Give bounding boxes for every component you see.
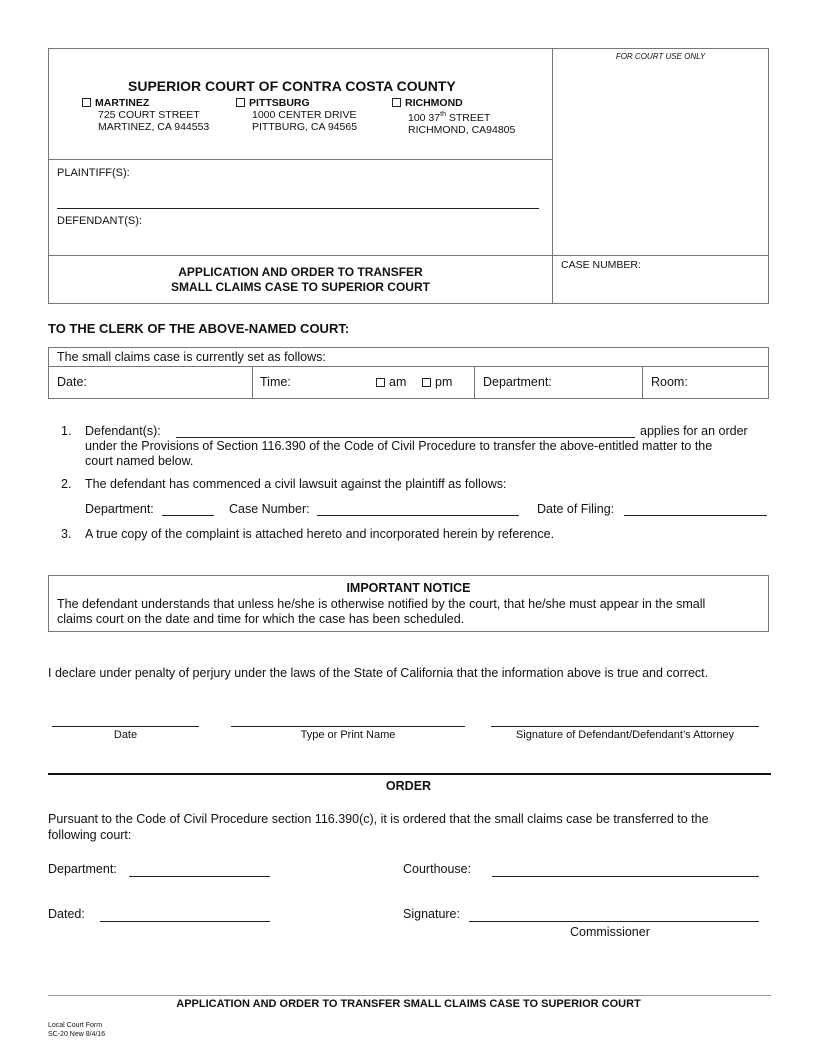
item2-text: The defendant has commenced a civil lawsuit against the plaintiff as follows:	[85, 477, 507, 491]
item2-department-line[interactable]	[162, 515, 214, 516]
pm-option[interactable]	[422, 375, 452, 389]
order-separator	[48, 773, 771, 775]
defendant-signature-line[interactable]	[491, 726, 759, 727]
order-courthouse-label: Courthouse:	[403, 862, 472, 876]
schedule-date-label[interactable]: Date:	[57, 375, 87, 389]
order-dated-label: Dated:	[48, 907, 85, 921]
am-checkbox[interactable]	[376, 378, 385, 387]
location-city: RICHMOND, CA94805	[408, 124, 516, 136]
plaintiff-label: PLAINTIFF(S):	[57, 167, 130, 179]
schedule-row-divider	[48, 366, 769, 367]
footer-form-line2: SC-20 New 8/4/16	[48, 1031, 106, 1038]
notice-line2: claims court on the date and time for which the case has been scheduled.	[57, 612, 465, 626]
location-martinez	[82, 97, 209, 133]
order-department-label: Department:	[48, 862, 117, 876]
pm-label: pm	[435, 375, 453, 389]
schedule-room-label[interactable]: Room:	[651, 375, 688, 389]
schedule-time-label[interactable]: Time:	[260, 375, 291, 389]
martinez-checkbox[interactable]	[82, 98, 91, 107]
declaration-text: I declare under penalty of perjury under the laws of the State of California that the information above is true and correct.	[48, 666, 709, 680]
item1-label: Defendant(s):	[85, 424, 161, 438]
am-option[interactable]	[376, 375, 406, 389]
footer-form-line1: Local Court Form	[48, 1022, 103, 1029]
schedule-col-divider	[642, 366, 643, 399]
defendant-label: DEFENDANT(S):	[57, 215, 142, 227]
caption-divider-2	[48, 255, 769, 256]
item2-department-label: Department:	[85, 502, 154, 516]
location-richmond	[392, 97, 515, 136]
print-name-caption: Type or Print Name	[300, 729, 396, 741]
clerk-heading: TO THE CLERK OF THE ABOVE-NAMED COURT:	[48, 321, 350, 336]
location-street: 1000 CENTER DRIVE	[252, 109, 357, 121]
richmond-checkbox[interactable]	[392, 98, 401, 107]
schedule-intro: The small claims case is currently set as follows:	[57, 350, 326, 364]
am-label: am	[389, 375, 407, 389]
notice-title: IMPORTANT NOTICE	[346, 581, 471, 595]
order-signature-line[interactable]	[469, 921, 759, 922]
form-title-line1: APPLICATION AND ORDER TO TRANSFER	[178, 265, 423, 279]
order-signature-label: Signature:	[403, 907, 460, 921]
location-name: MARTINEZ	[95, 97, 150, 109]
court-name: SUPERIOR COURT OF CONTRA COSTA COUNTY	[128, 78, 456, 94]
order-dated-line[interactable]	[100, 921, 270, 922]
footer-rule	[48, 995, 771, 996]
schedule-department-label[interactable]: Department:	[483, 375, 552, 389]
item2-number: 2.	[61, 477, 72, 491]
order-courthouse-line[interactable]	[492, 876, 759, 877]
item2-case-number-line[interactable]	[317, 515, 519, 516]
item1-line3: court named below.	[85, 454, 194, 468]
item1-defendant-line[interactable]	[176, 437, 635, 438]
item2-date-of-filing-line[interactable]	[624, 515, 767, 516]
location-street: 725 COURT STREET	[98, 109, 200, 121]
notice-line1: The defendant understands that unless he/she is otherwise notified by the court, that he/she must appear in the small	[57, 597, 706, 611]
location-street: 100 37th STREET	[408, 111, 491, 124]
item3-text: A true copy of the complaint is attached hereto and incorporated herein by reference.	[85, 527, 555, 541]
order-heading: ORDER	[385, 779, 432, 793]
schedule-col-divider	[252, 366, 253, 399]
date-caption: Date	[113, 729, 138, 741]
item1-number: 1.	[61, 424, 72, 438]
location-pittsburg	[236, 97, 357, 133]
location-city: MARTINEZ, CA 944553	[98, 121, 210, 133]
print-name-line[interactable]	[231, 726, 465, 727]
order-line2: following court:	[48, 828, 132, 842]
order-line1: Pursuant to the Code of Civil Procedure section 116.390(c), it is ordered that the small claims case be transferred to the	[48, 812, 709, 826]
commissioner-caption: Commissioner	[570, 925, 650, 939]
pm-checkbox[interactable]	[422, 378, 431, 387]
item2-case-number-label: Case Number:	[229, 502, 310, 516]
form-title-line2: SMALL CLAIMS CASE TO SUPERIOR COURT	[171, 280, 430, 294]
signature-caption: Signature of Defendant/Defendant’s Attorney	[515, 729, 735, 741]
location-city: PITTBURG, CA 94565	[252, 121, 358, 133]
location-name: RICHMOND	[405, 97, 463, 109]
caption-divider-1	[48, 159, 553, 160]
item1-line2: under the Provisions of Section 116.390 of the Code of Civil Procedure to transfer the above-entitled matter to the	[85, 439, 713, 453]
item3-number: 3.	[61, 527, 72, 541]
schedule-col-divider	[474, 366, 475, 399]
item1-tail: applies for an order	[640, 424, 748, 438]
case-number-label: CASE NUMBER:	[561, 259, 641, 271]
court-use-label: FOR COURT USE ONLY	[615, 52, 706, 61]
pittsburg-checkbox[interactable]	[236, 98, 245, 107]
location-name: PITTSBURG	[249, 97, 310, 109]
item2-date-of-filing-label: Date of Filing:	[537, 502, 615, 516]
footer-title: APPLICATION AND ORDER TO TRANSFER SMALL CLAIMS CASE TO SUPERIOR COURT	[176, 998, 641, 1010]
order-department-line[interactable]	[129, 876, 270, 877]
date-signature-line[interactable]	[52, 726, 199, 727]
party-divider-line	[57, 208, 539, 209]
